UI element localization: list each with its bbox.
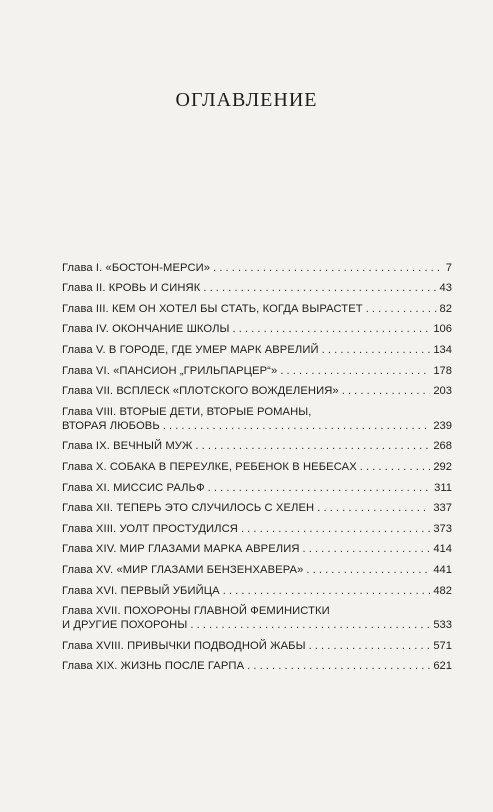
toc-entry-label: Глава XVIII. ПРИВЫЧКИ ПОДВОДНОЙ ЖАБЫ xyxy=(62,639,306,652)
toc-entry-label: Глава XVII. ПОХОРОНЫ ГЛАВНОЙ ФЕМИНИСТКИ xyxy=(62,605,330,618)
toc-entry-label: Глава V. В ГОРОДЕ, ГДЕ УМЕР МАРК АВРЕЛИЙ xyxy=(62,343,319,356)
toc-entry-label: Глава II. КРОВЬ И СИНЯК xyxy=(62,282,201,295)
toc-entry-page: 178 xyxy=(433,364,452,377)
toc-entry xyxy=(62,398,452,433)
toc-entry-page: 134 xyxy=(433,343,452,356)
toc-entry xyxy=(62,598,452,633)
toc-entry xyxy=(62,275,452,296)
toc-entry-page: 43 xyxy=(439,282,452,295)
toc-entry-label: Глава XIII. УОЛТ ПРОСТУДИЛСЯ xyxy=(62,522,238,535)
toc-entry-label: Глава III. КЕМ ОН ХОТЕЛ БЫ СТАТЬ, КОГДА ВЫРАСТЕТ xyxy=(62,302,363,315)
toc-entry-label: Глава IV. ОКОНЧАНИЕ ШКОЛЫ xyxy=(62,323,230,336)
toc-entry-label: Глава XVI. ПЕРВЫЙ УБИЙЦА xyxy=(62,584,220,597)
toc-entry-page: 441 xyxy=(433,563,452,576)
toc-entry-label: Глава I. «БОСТОН-МЕРСИ» xyxy=(62,261,211,274)
dot-leader xyxy=(233,322,431,336)
toc-entry xyxy=(62,254,452,275)
toc-entry-page: 82 xyxy=(439,302,452,315)
toc-entry-page: 414 xyxy=(433,543,452,556)
dot-leader xyxy=(208,481,431,495)
dot-leader xyxy=(213,261,443,275)
toc-entry xyxy=(62,316,452,337)
toc-entry-page: 7 xyxy=(445,261,452,274)
toc-entry-page: 268 xyxy=(433,440,452,453)
toc-entry-page: 621 xyxy=(433,660,452,673)
dot-leader xyxy=(309,639,431,653)
toc-entry-page: 311 xyxy=(434,481,452,494)
dot-leader xyxy=(163,419,431,433)
toc-entry-label-continued: И ДРУГИЕ ПОХОРОНЫ xyxy=(62,619,188,632)
dot-leader xyxy=(317,501,430,515)
dot-leader xyxy=(190,618,430,632)
toc-entry xyxy=(62,556,452,577)
table-of-contents xyxy=(62,254,452,673)
toc-entry-page: 292 xyxy=(433,460,452,473)
dot-leader xyxy=(247,659,430,673)
toc-entry-label: Глава XII. ТЕПЕРЬ ЭТО СЛУЧИЛОСЬ С ХЕЛЕН xyxy=(62,502,315,515)
dot-leader xyxy=(280,364,430,378)
toc-entry-page: 337 xyxy=(433,502,452,515)
dot-leader xyxy=(342,384,431,398)
toc-entry xyxy=(62,453,452,474)
toc-entry-label: Глава VI. «ПАНСИОН „ГРИЛЬПАРЦЕР“» xyxy=(62,364,278,377)
dot-leader xyxy=(360,460,431,474)
toc-entry xyxy=(62,515,452,536)
dot-leader xyxy=(195,439,430,453)
dot-leader xyxy=(241,522,430,536)
toc-entry xyxy=(62,536,452,557)
toc-entry-label: Глава XV. «МИР ГЛАЗАМИ БЕНЗЕНХАВЕРА» xyxy=(62,563,304,576)
dot-leader xyxy=(203,281,436,295)
toc-entry-label: Глава X. СОБАКА В ПЕРЕУЛКЕ, РЕБЕНОК В НЕБЕСАХ xyxy=(62,460,357,473)
toc-entry-page: 482 xyxy=(433,584,452,597)
toc-entry-page: 571 xyxy=(433,639,452,652)
toc-entry-label: Глава IX. ВЕЧНЫЙ МУЖ xyxy=(62,440,193,453)
toc-entry xyxy=(62,378,452,399)
dot-leader xyxy=(366,302,437,316)
dot-leader xyxy=(223,584,431,598)
toc-entry-page: 373 xyxy=(433,522,452,535)
toc-entry xyxy=(62,632,452,653)
toc-entry-label-continued: ВТОРАЯ ЛЮБОВЬ xyxy=(62,419,160,432)
toc-entry-page: 533 xyxy=(433,619,452,632)
toc-entry-label: Глава XIV. МИР ГЛАЗАМИ МАРКА АВРЕЛИЯ xyxy=(62,543,300,556)
toc-entry-page: 106 xyxy=(433,323,452,336)
page-title: ОГЛАВЛЕНИЕ xyxy=(175,89,318,112)
toc-entry xyxy=(62,577,452,598)
toc-entry xyxy=(62,336,452,357)
toc-entry xyxy=(62,495,452,516)
toc-entry xyxy=(62,295,452,316)
toc-entry-label: Глава XIX. ЖИЗНЬ ПОСЛЕ ГАРПА xyxy=(62,660,245,673)
dot-leader xyxy=(303,542,431,556)
dot-leader xyxy=(322,343,431,357)
toc-entry xyxy=(62,433,452,454)
toc-entry-page: 203 xyxy=(433,385,452,398)
toc-entry xyxy=(62,474,452,495)
toc-entry-page: 239 xyxy=(433,419,452,432)
dot-leader xyxy=(306,563,430,577)
toc-entry xyxy=(62,357,452,378)
toc-entry xyxy=(62,653,452,674)
toc-entry-label: Глава VIII. ВТОРЫЕ ДЕТИ, ВТОРЫЕ РОМАНЫ, xyxy=(62,405,312,418)
toc-entry-label: Глава VII. ВСПЛЕСК «ПЛОТСКОГО ВОЖДЕЛЕНИЯ» xyxy=(62,385,339,398)
toc-entry-label: Глава XI. МИССИС РАЛЬФ xyxy=(62,481,205,494)
